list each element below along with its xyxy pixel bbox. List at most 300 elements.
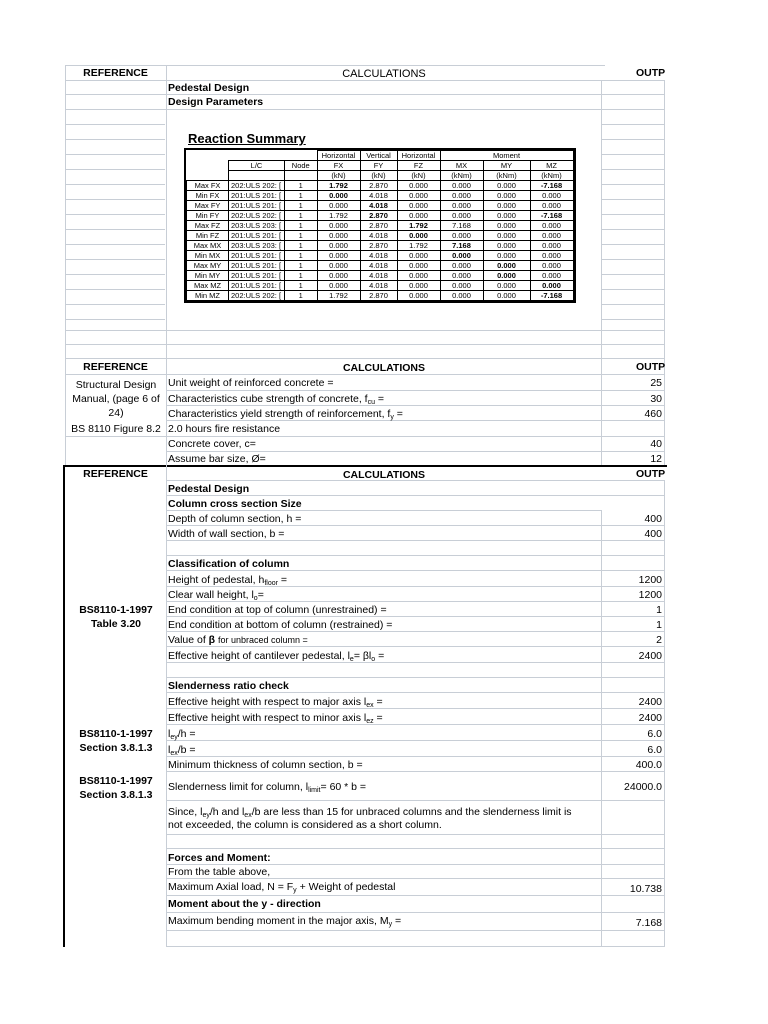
lex-value: 2400 [638, 696, 662, 708]
grid-line [166, 692, 665, 693]
cover-value: 40 [650, 438, 662, 450]
depth-label: Depth of column section, h = [168, 513, 302, 525]
beta-value: 2 [656, 634, 662, 646]
table-cell: 0.000 [530, 201, 573, 211]
table-cell: 0.000 [483, 221, 530, 231]
table-cell: 0.000 [397, 181, 440, 191]
load-case-cell: 202:ULS 202: [ [229, 291, 285, 301]
table-cell: 0.000 [317, 221, 360, 231]
calculations-header: CALCULATIONS [342, 469, 426, 481]
grid-line [65, 94, 665, 95]
ley-subscript: ez [366, 718, 374, 725]
table-group-header-row [187, 151, 574, 161]
reaction-summary-title: Reaction Summary [188, 131, 306, 146]
grid-line [65, 330, 665, 331]
end-bottom-value: 1 [656, 619, 662, 631]
grid-line [166, 864, 665, 865]
table-cell: 0.000 [483, 191, 530, 201]
grid-line [65, 436, 665, 437]
table-cell: 1.792 [317, 211, 360, 221]
unit-cell: (kNm) [530, 171, 573, 181]
load-case-cell: 202:ULS 202: [ [229, 181, 285, 191]
grid-line [601, 304, 665, 305]
calculations-header: CALCULATIONS [342, 68, 426, 80]
row-label-cell: Max MZ [187, 281, 229, 291]
blank-cell [187, 161, 229, 171]
group-header-horizontal: Horizontal [317, 151, 360, 161]
effective-height-label: Effective height of cantilever pedestal, $l_e= \beta l_o$ = [168, 650, 385, 663]
effective-height-subscript: e [349, 656, 354, 663]
table-cell: 0.000 [483, 271, 530, 281]
table-cell: 0.000 [483, 281, 530, 291]
fy-label: Characteristics yield strength of reinforcement, $f_y$ = [168, 408, 403, 421]
blank-cell [187, 171, 229, 181]
beta-label [168, 634, 308, 646]
end-top-label: End condition at top of column (unrestrained) = [168, 604, 387, 616]
reaction-summary-body [187, 181, 574, 301]
grid-line [65, 229, 165, 230]
limit-rest: = 60 * b = [320, 781, 367, 793]
unit-cell: (kN) [317, 171, 360, 181]
end-bottom-label: End condition at bottom of column (restrained) = [168, 619, 393, 631]
axial-subscript: y [293, 887, 297, 894]
load-case-cell: 203:ULS 203: [ [229, 221, 285, 231]
reference-bs8110-section-2: BS8110-1-1997 Section 3.8.1.3 [79, 775, 153, 801]
table-cell: 0.000 [483, 241, 530, 251]
table-cell: 0.000 [317, 271, 360, 281]
row-label-cell: Min MZ [187, 291, 229, 301]
width-value: 400 [644, 528, 662, 540]
clear-height-text: Clear wall height, l [168, 589, 254, 601]
reference-header: REFERENCE [83, 468, 148, 480]
slenderness-limit-value: 24000.0 [624, 781, 662, 793]
table-cell: 1 [285, 201, 318, 211]
reference-header: REFERENCE [83, 361, 148, 373]
table-cell: 0.000 [483, 251, 530, 261]
grid-line [166, 677, 665, 678]
grid-line [166, 540, 665, 541]
table-cell: 0.000 [530, 281, 573, 291]
grid-line [601, 259, 665, 260]
row-label-cell: Max MX [187, 241, 229, 251]
height-subscript: floor [264, 580, 278, 587]
grid-line [65, 154, 165, 155]
bending-label-text: Maximum bending moment in the major axis, M [168, 915, 389, 927]
table-cell: 0.000 [440, 281, 483, 291]
table-cell: 0.000 [397, 291, 440, 301]
grid-line [65, 65, 605, 66]
unit-weight-label: Unit weight of reinforced concrete = [168, 377, 334, 389]
table-cell: 1 [285, 231, 318, 241]
grid-line [166, 616, 665, 617]
table-cell: 1 [285, 261, 318, 271]
table-cell: 0.000 [440, 201, 483, 211]
grid-line [166, 800, 665, 801]
table-cell: 0.000 [530, 271, 573, 281]
grid-line [601, 154, 665, 155]
min-thickness-value: 400.0 [635, 759, 662, 771]
since-text-c: /b are less than 15 for unbraced columns and the slenderness limit is [251, 806, 572, 818]
fire-resistance-label: 2.0 hours fire resistance [168, 423, 281, 435]
row-label-cell: Min FX [187, 191, 229, 201]
fcu-subscript: cu [367, 399, 375, 406]
table-cell: 1 [285, 191, 318, 201]
axial-label-text: Maximum Axial load, N = F [168, 881, 294, 893]
table-row [187, 261, 574, 271]
reference-bs8110-section-1: BS8110-1-1997 Section 3.8.1.3 [79, 728, 153, 754]
moment-y-title: Moment about the y - direction [168, 898, 321, 910]
axial-load-value: 10.738 [629, 883, 662, 895]
width-label: Width of wall section, b = [168, 528, 285, 540]
calculations-header: CALCULATIONS [342, 362, 426, 374]
reference-bs8110-figure: BS 8110 Figure 8.2 [71, 423, 161, 435]
bar-size-label: Assume bar size, Ø= [168, 453, 266, 465]
grid-line [166, 740, 665, 741]
grid-line [166, 555, 665, 556]
ratio1-l: l [168, 728, 171, 740]
section-subtitle: Design Parameters [168, 96, 264, 108]
since-subscript-2: ex [244, 812, 252, 819]
row-label-cell: Min MX [187, 251, 229, 261]
blank-cell [285, 151, 318, 161]
table-cell: 0.000 [317, 191, 360, 201]
grid-line [166, 525, 665, 526]
table-cell: 0.000 [440, 251, 483, 261]
grid-line [65, 65, 66, 465]
grid-line [63, 465, 65, 947]
load-case-cell: 201:ULS 201: [ [229, 261, 285, 271]
table-cell: 0.000 [530, 231, 573, 241]
bending-subscript: y [388, 921, 393, 928]
grid-line [601, 319, 665, 320]
ratio-ey-h-label [168, 728, 196, 744]
grid-line [166, 834, 665, 835]
table-row [187, 201, 574, 211]
effective-height-rest: = βl [353, 650, 372, 662]
col-header-mx: MX [440, 161, 483, 171]
grid-line [166, 451, 665, 452]
ratio1-subscript: ey [170, 734, 178, 741]
table-cell: 4.018 [360, 231, 397, 241]
grid-line [166, 946, 665, 947]
slenderness-limit-label [168, 781, 366, 797]
grid-line [65, 259, 165, 260]
table-cell: 0.000 [317, 201, 360, 211]
grid-line [166, 756, 665, 757]
table-cell: 1 [285, 281, 318, 291]
grid-line [601, 169, 665, 170]
table-cell: 2.870 [360, 291, 397, 301]
table-cell: 0.000 [483, 201, 530, 211]
table-cell: 0.000 [440, 291, 483, 301]
forces-title: Forces and Moment: [168, 852, 271, 864]
table-cell: 1 [285, 271, 318, 281]
unit-cell: (kNm) [440, 171, 483, 181]
table-cell: 4.018 [360, 251, 397, 261]
row-label-cell: Min FY [187, 211, 229, 221]
table-cell: 0.000 [440, 261, 483, 271]
group-header-horizontal-2: Horizontal [397, 151, 440, 161]
table-cell: 0.000 [530, 191, 573, 201]
row-label-cell: Min FZ [187, 231, 229, 241]
clear-height-subscript: o [253, 595, 258, 602]
table-cell: 0.000 [440, 191, 483, 201]
grid-line [65, 274, 165, 275]
fcu-label-text: Characteristics cube strength of concrete, f [168, 393, 368, 405]
table-cell: 0.000 [530, 261, 573, 271]
row-label-cell: Max FY [187, 201, 229, 211]
table-cell: 0.000 [440, 271, 483, 281]
col-header-fy: FY [360, 161, 397, 171]
grid-line [65, 80, 665, 81]
effective-height-value: 2400 [638, 650, 662, 662]
table-cell: 0.000 [530, 241, 573, 251]
table-cell: 4.018 [360, 191, 397, 201]
grid-line [601, 139, 665, 140]
load-case-cell: 203:ULS 203: [ [229, 241, 285, 251]
table-cell: 4.018 [360, 271, 397, 281]
grid-line [166, 465, 167, 947]
group-header-moment: Moment [440, 151, 573, 161]
grid-line [601, 214, 665, 215]
grid-line [65, 358, 665, 359]
row-label-cell: Max FZ [187, 221, 229, 231]
since-line-2: not exceeded, the column is considered as a short column. [168, 819, 442, 831]
col-header-mz: MZ [530, 161, 573, 171]
grid-line [65, 169, 165, 170]
ratio-ex-b-label [168, 744, 196, 760]
unit-cell: (kN) [360, 171, 397, 181]
grid-line [166, 878, 665, 879]
grid-line [166, 570, 665, 571]
table-cell: 0.000 [397, 211, 440, 221]
table-row [187, 241, 574, 251]
table-units-row [187, 171, 574, 181]
reference-bs8110-table: BS8110-1-1997 Table 3.20 [79, 604, 153, 630]
table-cell: -7.168 [530, 211, 573, 221]
table-cell: 0.000 [397, 261, 440, 271]
table-cell: 2.870 [360, 211, 397, 221]
table-row [187, 251, 574, 261]
grid-line [65, 199, 165, 200]
table-cell: 1 [285, 291, 318, 301]
table-cell: 0.000 [483, 181, 530, 191]
grid-line [65, 374, 665, 375]
grid-line [664, 80, 665, 465]
ley-label-text: Effective height with respect to minor axis l [168, 712, 367, 724]
table-cell: 0.000 [483, 231, 530, 241]
table-cell: 0.000 [483, 211, 530, 221]
section-title: Pedestal Design [168, 82, 250, 94]
load-case-cell: 201:ULS 201: [ [229, 251, 285, 261]
fy-subscript: y [390, 414, 394, 421]
table-cell: 2.870 [360, 181, 397, 191]
ratio-ex-b-value: 6.0 [647, 744, 662, 756]
height-label: Height of pedestal, $h_{floor}$ = [168, 574, 288, 587]
row-label-cell: Max FX [187, 181, 229, 191]
from-table-text: From the table above, [168, 866, 271, 878]
unit-cell: (kN) [397, 171, 440, 181]
table-cell: 4.018 [360, 261, 397, 271]
table-cell: 0.000 [530, 221, 573, 231]
table-cell: 0.000 [397, 191, 440, 201]
bar-size-value: 12 [650, 453, 662, 465]
since-text-b: /h and l [209, 806, 245, 818]
load-case-cell: 201:ULS 201: [ [229, 271, 285, 281]
grid-line [166, 510, 602, 511]
axial-rest: + Weight of pedestal [299, 881, 396, 893]
table-cell: 0.000 [317, 251, 360, 261]
effective-height-text: Effective height of cantilever pedestal, l [168, 650, 350, 662]
beta-symbol: β [208, 634, 216, 646]
table-cell: 1 [285, 251, 318, 261]
table-cell: 0.000 [440, 211, 483, 221]
grid-line [601, 229, 665, 230]
effective-height-subscript-2: o [371, 656, 376, 663]
beta-rest: for unbraced column = [218, 635, 308, 645]
grid-line [601, 289, 665, 290]
grid-line [601, 184, 665, 185]
table-cell: 1.792 [397, 221, 440, 231]
table-cell: 2.870 [360, 241, 397, 251]
clear-height-value: 1200 [638, 589, 662, 601]
table-cell: 0.000 [397, 281, 440, 291]
fy-value: 460 [644, 408, 662, 420]
grid-line [166, 631, 665, 632]
table-cell: 4.018 [360, 281, 397, 291]
table-row [187, 281, 574, 291]
beta-label-text: Value of [168, 634, 206, 646]
grid-line [65, 139, 165, 140]
grid-line [65, 214, 165, 215]
col-header-lc: L/C [229, 161, 285, 171]
table-cell: 0.000 [317, 261, 360, 271]
unit-weight-value: 25 [650, 377, 662, 389]
table-cell: 0.000 [440, 231, 483, 241]
since-text-a: Since, l [168, 806, 203, 818]
clear-height-label: Clear wall height, $l_o=$ [168, 589, 264, 602]
grid-line [166, 390, 665, 391]
cover-label: Concrete cover, c= [168, 438, 256, 450]
pedestal-design-title: Pedestal Design [168, 483, 250, 495]
output-header: OUTP [636, 468, 666, 480]
load-case-cell: 201:ULS 201: [ [229, 281, 285, 291]
depth-value: 400 [644, 513, 662, 525]
grid-line [65, 304, 165, 305]
grid-line [65, 319, 165, 320]
grid-line [65, 244, 165, 245]
unit-cell: (kNm) [483, 171, 530, 181]
table-cell: 0.000 [317, 241, 360, 251]
limit-label-text: Slenderness limit for column, l [168, 781, 309, 793]
table-cell: 7.168 [440, 241, 483, 251]
table-cell: 0.000 [530, 251, 573, 261]
ratio-ey-h-value: 6.0 [647, 728, 662, 740]
lex-subscript: ex [366, 702, 374, 709]
unit-cell [285, 171, 318, 181]
limit-subscript: limit [308, 787, 321, 794]
blank-cell [187, 151, 229, 161]
col-header-fx: FX [317, 161, 360, 171]
table-row [187, 211, 574, 221]
ley-value: 2400 [638, 712, 662, 724]
output-header: OUTP [636, 361, 666, 373]
blank-cell [229, 151, 285, 161]
load-case-cell: 201:ULS 201: [ [229, 231, 285, 241]
classification-title: Classification of column [168, 558, 290, 570]
grid-line [65, 184, 165, 185]
lex-label-text: Effective height with respect to major axis l [168, 696, 367, 708]
grid-line [65, 109, 665, 110]
table-cell: 0.000 [440, 181, 483, 191]
unit-cell [229, 171, 285, 181]
table-row [187, 181, 574, 191]
fcu-label: Characteristics cube strength of concrete, $f_{cu}$ = [168, 393, 385, 406]
grid-line [166, 848, 665, 849]
table-row [187, 271, 574, 281]
table-cell: 1.792 [397, 241, 440, 251]
lex-label: Effective height with respect to major axis $l_{ex}$ = [168, 696, 383, 709]
table-cell: 7.168 [440, 221, 483, 231]
table-cell: 1 [285, 221, 318, 231]
table-cell: 1 [285, 181, 318, 191]
ratio1-rest: /h = [177, 728, 196, 740]
table-cell: -7.168 [530, 181, 573, 191]
group-header-vertical: Vertical [360, 151, 397, 161]
table-cell: 4.018 [360, 201, 397, 211]
grid-line [601, 244, 665, 245]
table-row [187, 231, 574, 241]
slenderness-title: Slenderness ratio check [168, 680, 289, 692]
fy-label-text: Characteristics yield strength of reinforcement, f [168, 408, 391, 420]
table-cell: 1 [285, 241, 318, 251]
col-header-node: Node [285, 161, 318, 171]
table-cell: 0.000 [397, 271, 440, 281]
grid-line [166, 912, 665, 913]
ley-label: Effective height with respect to minor axis $l_{ez}$ = [168, 712, 383, 725]
grid-line [664, 480, 665, 947]
col-header-my: MY [483, 161, 530, 171]
bending-moment-label [168, 915, 401, 931]
table-cell: 0.000 [483, 291, 530, 301]
grid-line [65, 124, 165, 125]
since-subscript-1: ey [202, 812, 210, 819]
table-cell: -7.168 [530, 291, 573, 301]
ratio2-subscript: ex [170, 750, 178, 757]
load-case-cell: 201:ULS 201: [ [229, 201, 285, 211]
grid-line [65, 344, 665, 345]
table-cell: 0.000 [397, 231, 440, 241]
bending-moment-value: 7.168 [635, 917, 662, 929]
grid-line [166, 771, 665, 772]
output-header: OUTP [636, 67, 666, 79]
grid-line [601, 274, 665, 275]
table-cell: 0.000 [317, 281, 360, 291]
table-row [187, 191, 574, 201]
cross-section-title: Column cross section Size [168, 498, 302, 510]
row-label-cell: Min MY [187, 271, 229, 281]
end-top-value: 1 [656, 604, 662, 616]
load-case-cell: 201:ULS 201: [ [229, 191, 285, 201]
table-cell: 1 [285, 211, 318, 221]
table-cell: 0.000 [317, 231, 360, 241]
col-header-fz: FZ [397, 161, 440, 171]
table-row [187, 291, 574, 301]
row-label-cell: Max MY [187, 261, 229, 271]
grid-line [601, 124, 665, 125]
min-thickness-label: Minimum thickness of column section, b = [168, 759, 363, 771]
reference-structural-design-manual: Structural Design Manual, (page 6 of 24) [72, 379, 160, 419]
